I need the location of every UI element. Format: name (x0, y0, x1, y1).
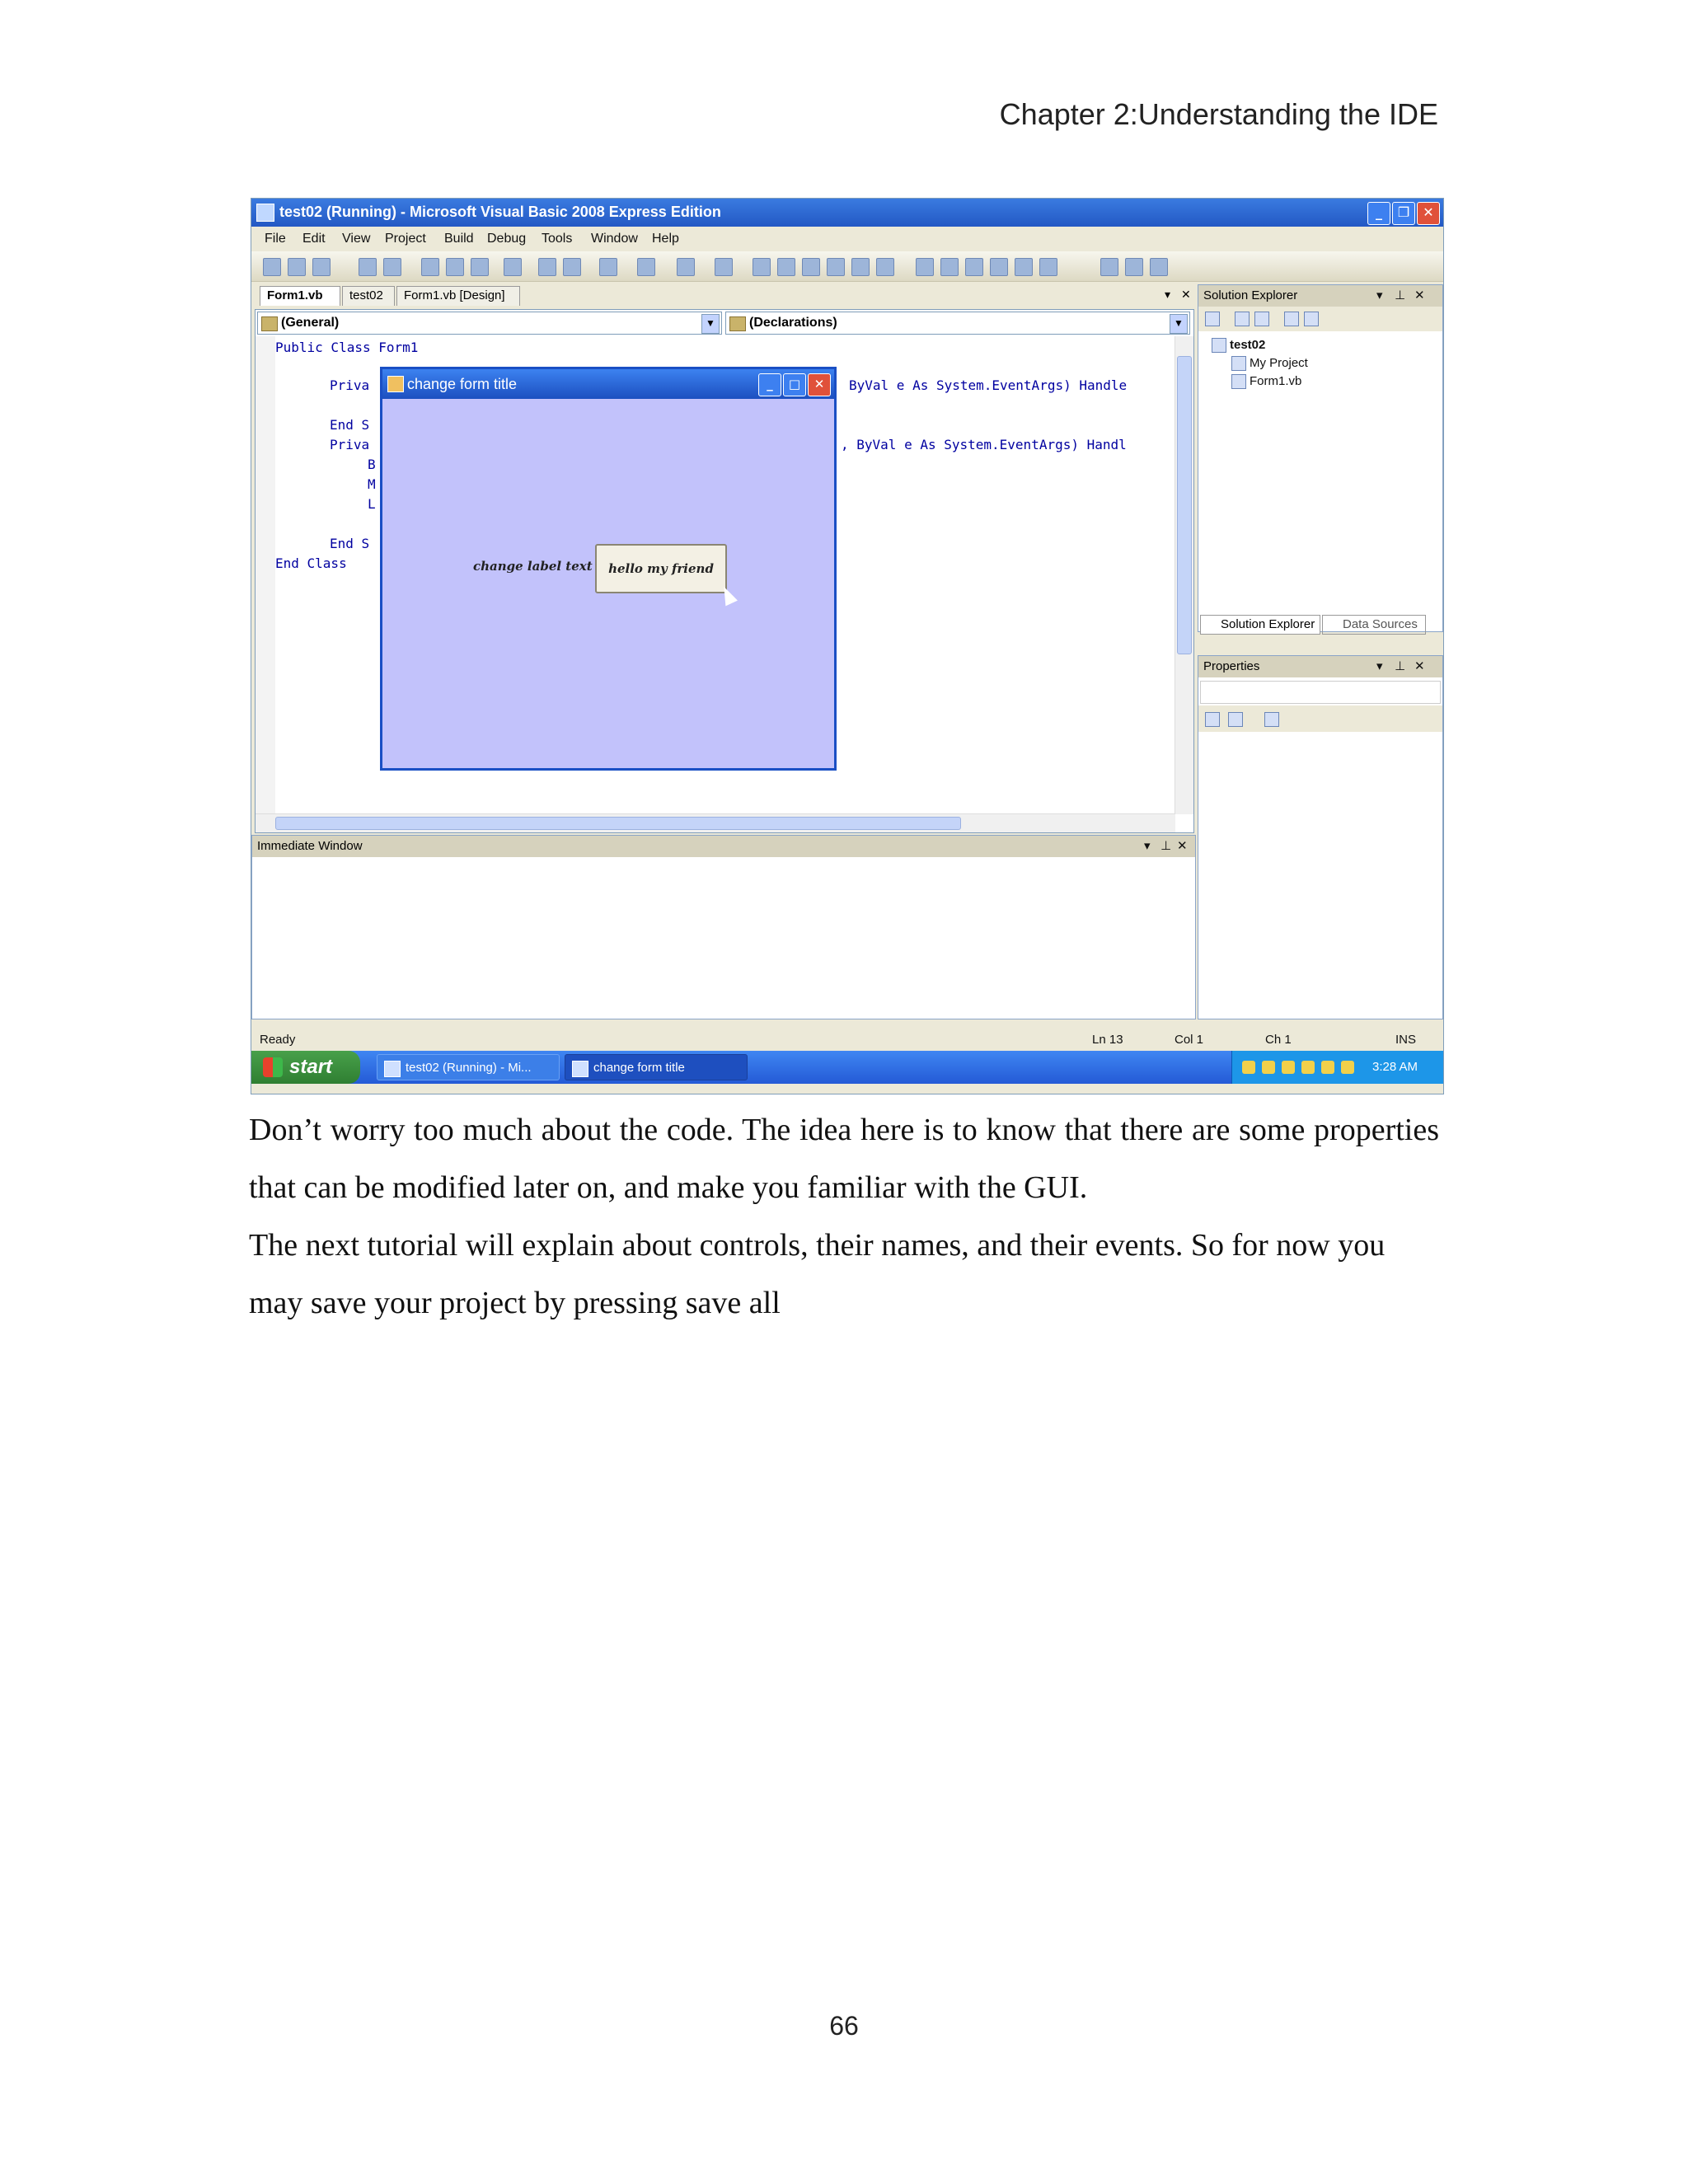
document-tabs (255, 284, 1194, 307)
show-all-files-icon[interactable] (1235, 312, 1250, 326)
solution-explorer (1198, 284, 1443, 632)
code-line: End S (330, 536, 370, 551)
indent-icon[interactable] (1100, 258, 1118, 276)
chevron-down-icon[interactable]: ▾ (1165, 288, 1171, 301)
object-browser-icon[interactable] (965, 258, 983, 276)
vb-app-icon (384, 1061, 401, 1077)
minimize-icon[interactable]: _ (758, 373, 781, 396)
form-icon (572, 1061, 588, 1077)
properties-title: Properties (1198, 656, 1442, 677)
open-file-icon[interactable] (288, 258, 306, 276)
maximize-icon[interactable]: □ (783, 373, 806, 396)
navigate-forward-icon[interactable] (715, 258, 733, 276)
pin-icon[interactable]: ⊥ (1395, 658, 1406, 673)
tab-data-sources[interactable]: Data Sources (1322, 615, 1426, 635)
tab-form1-design[interactable]: Form1.vb [Design] (396, 286, 520, 306)
close-icon[interactable]: ✕ (1417, 202, 1440, 225)
step-over-icon[interactable] (851, 258, 870, 276)
class-icon (261, 316, 278, 331)
form-button[interactable]: hello my friend (595, 544, 727, 593)
status-ready: Ready (260, 1033, 296, 1047)
new-project-icon[interactable] (263, 258, 281, 276)
class-name-value: (General) (281, 316, 340, 330)
object-selector[interactable] (1200, 681, 1441, 704)
stop-icon[interactable] (802, 258, 820, 276)
standard-toolbar (251, 251, 1443, 282)
status-bar (251, 1028, 1443, 1051)
body-paragraph-1: Don’t worry too much about the code. The idea here is to know that there are some properties that can be modified later on, and make you familiar with the GUI. (249, 1113, 1439, 1205)
form-icon (387, 376, 404, 392)
outdent-icon[interactable] (1125, 258, 1143, 276)
menu-edit[interactable]: Edit (302, 232, 326, 246)
comment-icon[interactable] (538, 258, 556, 276)
tray-icon[interactable] (1262, 1061, 1275, 1074)
code-line: End Class (275, 555, 347, 571)
property-pages-icon[interactable] (1264, 712, 1279, 727)
system-tray (1231, 1051, 1443, 1084)
solution-explorer-title: Solution Explorer (1198, 285, 1442, 307)
chevron-down-icon[interactable]: ▾ (1376, 658, 1383, 673)
code-line: Priva (330, 437, 370, 452)
tree-item-my-project[interactable]: My Project (1250, 356, 1308, 370)
status-column: Col 1 (1175, 1033, 1204, 1047)
code-line: , ByVal e As System.EventArgs) Handl (841, 437, 1127, 452)
cut-icon[interactable] (421, 258, 439, 276)
code-line: B (368, 457, 376, 472)
scroll-thumb[interactable] (1177, 356, 1192, 654)
tree-item-test02[interactable]: test02 (1230, 338, 1266, 352)
taskbar-item-ide[interactable] (377, 1054, 560, 1080)
ide-screenshot (251, 198, 1444, 1094)
chapter-header: Chapter 2:Understanding the IDE (999, 97, 1438, 131)
chevron-down-icon[interactable]: ▼ (701, 314, 720, 334)
tray-icon[interactable] (1242, 1061, 1255, 1074)
network-icon[interactable] (1301, 1061, 1315, 1074)
toolbox-icon[interactable] (990, 258, 1008, 276)
ide-window-title: test02 (Running) - Microsoft Visual Basic 2008 Express Edition (279, 204, 721, 220)
step-out-icon[interactable] (876, 258, 894, 276)
menu-tools[interactable]: Tools (542, 232, 573, 246)
code-line: Public Class Form1 (275, 340, 419, 355)
start-label: start (289, 1056, 333, 1078)
view-code-icon[interactable] (1284, 312, 1299, 326)
taskbar-item-label: change form title (593, 1061, 685, 1075)
properties-icon[interactable] (940, 258, 959, 276)
method-name-value: (Declarations) (749, 316, 837, 330)
status-line: Ln 13 (1092, 1033, 1123, 1047)
bookmark-icon[interactable] (1150, 258, 1168, 276)
editor-horizontal-scrollbar[interactable] (256, 813, 1175, 832)
solution-explorer-icon[interactable] (916, 258, 934, 276)
properties-icon[interactable] (1205, 312, 1220, 326)
immediate-window-title: Immediate Window (252, 836, 1195, 857)
running-form-window (380, 367, 837, 771)
pin-icon[interactable]: ⊥ (1160, 838, 1172, 853)
status-ins: INS (1395, 1033, 1417, 1047)
chevron-down-icon[interactable]: ▾ (1376, 288, 1383, 302)
properties-toolbar (1198, 705, 1442, 732)
immediate-window[interactable] (251, 835, 1196, 1019)
windows-taskbar (251, 1051, 1443, 1084)
tab-test02[interactable]: test02 (342, 286, 395, 306)
tab-form1-vb[interactable]: Form1.vb (260, 286, 340, 306)
project-icon (1212, 338, 1226, 353)
my-project-icon (1231, 356, 1246, 371)
tab-solution-explorer[interactable]: Solution Explorer (1200, 615, 1320, 635)
view-designer-icon[interactable] (1304, 312, 1319, 326)
code-line: M (368, 476, 376, 492)
menu-view[interactable]: View (342, 232, 371, 246)
code-line: End S (330, 417, 370, 433)
save-icon[interactable] (359, 258, 377, 276)
method-icon (729, 316, 746, 331)
clock: 3:28 AM (1372, 1060, 1418, 1074)
code-line: ByVal e As System.EventArgs) Handle (849, 377, 1128, 393)
form-label: change label text (473, 559, 593, 574)
paste-icon[interactable] (471, 258, 489, 276)
close-icon[interactable]: ✕ (808, 373, 831, 396)
ide-title-bar (251, 199, 1443, 227)
error-list-icon[interactable] (1015, 258, 1033, 276)
page-number: 66 (829, 2011, 859, 2041)
start-debugging-icon[interactable] (753, 258, 771, 276)
properties-window (1198, 655, 1443, 1019)
menu-project[interactable]: Project (385, 232, 426, 246)
undo-icon[interactable] (599, 258, 617, 276)
outline-margin (256, 336, 275, 831)
refresh-icon[interactable] (1254, 312, 1269, 326)
body-paragraph-2: The next tutorial will explain about controls, their names, and their events. So for now you may save your project by pressing save all (249, 1228, 1386, 1320)
pause-icon[interactable] (777, 258, 795, 276)
taskbar-item-label: test02 (Running) - Mi... (406, 1061, 532, 1075)
menu-bar (251, 227, 1443, 251)
vb-file-icon (1231, 374, 1246, 389)
start-button[interactable] (251, 1051, 360, 1084)
start-page-icon[interactable] (1039, 258, 1057, 276)
close-pane-icon[interactable]: ✕ (1414, 658, 1425, 673)
add-item-icon[interactable] (312, 258, 331, 276)
menu-debug[interactable]: Debug (487, 232, 527, 246)
form-title: change form title (407, 376, 518, 392)
tray-icon[interactable] (1341, 1061, 1354, 1074)
security-shield-icon[interactable] (1282, 1061, 1295, 1074)
volume-icon[interactable] (1321, 1061, 1334, 1074)
code-line: L (368, 496, 376, 512)
tree-item-form1-vb[interactable]: Form1.vb (1250, 374, 1302, 388)
scroll-thumb[interactable] (275, 817, 961, 830)
close-pane-icon[interactable]: ✕ (1177, 838, 1188, 853)
menu-window[interactable]: Window (591, 232, 638, 246)
find-icon[interactable] (504, 258, 522, 276)
class-name-combo[interactable] (257, 312, 722, 335)
method-name-combo[interactable] (725, 312, 1190, 335)
chevron-down-icon[interactable]: ▾ (1144, 838, 1151, 853)
categorized-icon[interactable] (1205, 712, 1220, 727)
alphabetical-icon[interactable] (1228, 712, 1243, 727)
menu-help[interactable]: Help (652, 232, 679, 246)
navigate-back-icon[interactable] (677, 258, 695, 276)
solution-explorer-toolbar (1198, 307, 1442, 331)
menu-file[interactable]: File (265, 232, 286, 246)
uncomment-icon[interactable] (563, 258, 581, 276)
editor-vertical-scrollbar[interactable] (1175, 336, 1193, 814)
close-document-icon[interactable]: ✕ (1181, 288, 1191, 301)
code-line: Priva (330, 377, 370, 393)
chevron-down-icon[interactable]: ▼ (1170, 314, 1188, 334)
status-char: Ch 1 (1265, 1033, 1292, 1047)
step-into-icon[interactable] (827, 258, 845, 276)
close-pane-icon[interactable]: ✕ (1414, 288, 1425, 302)
menu-build[interactable]: Build (444, 232, 474, 246)
restore-icon[interactable]: ❐ (1392, 202, 1415, 225)
save-all-icon[interactable] (383, 258, 401, 276)
redo-icon[interactable] (637, 258, 655, 276)
vb-app-icon (256, 204, 274, 222)
minimize-icon[interactable]: _ (1367, 202, 1390, 225)
form-title-bar (382, 369, 834, 399)
taskbar-item-form[interactable] (565, 1054, 748, 1080)
windows-logo-icon (263, 1057, 283, 1077)
pin-icon[interactable]: ⊥ (1395, 288, 1406, 302)
copy-icon[interactable] (446, 258, 464, 276)
